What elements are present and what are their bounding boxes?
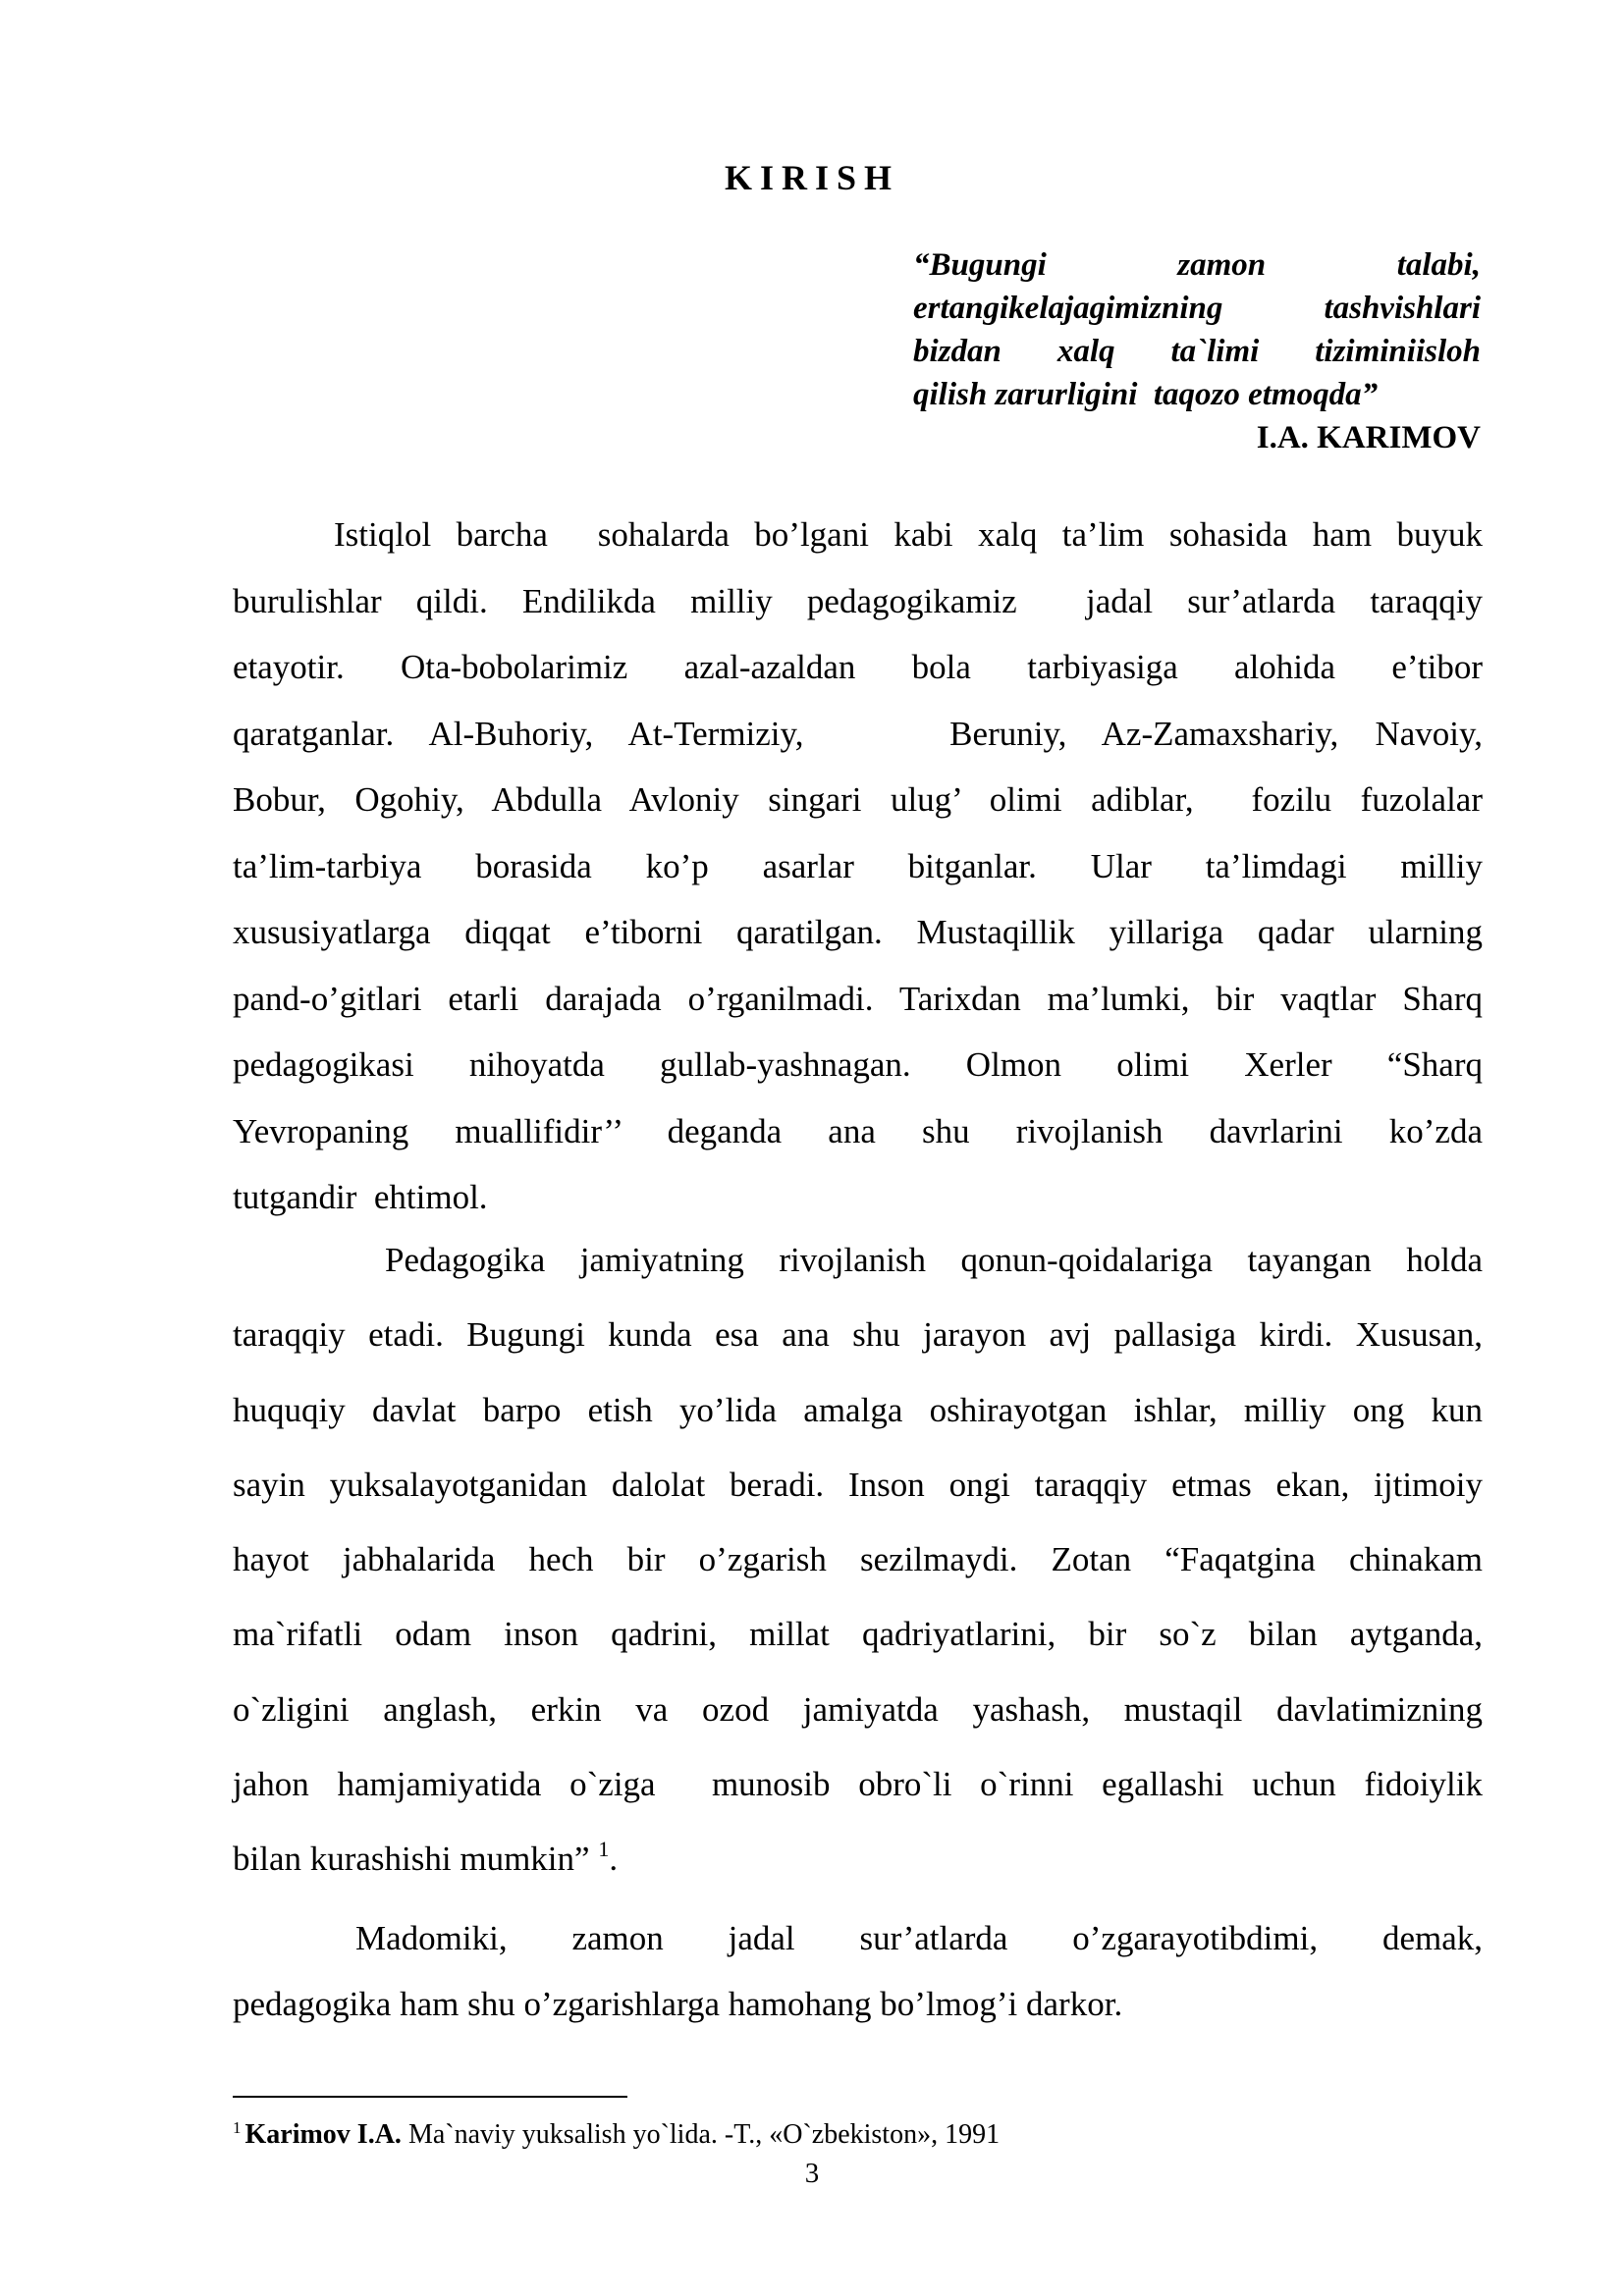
epigraph-word: tiziminiisloh (1315, 334, 1481, 369)
text-line: huquqiy davlat barpo etish yo’lida amalga oshirayotgan ishlar, milliy ong kun (233, 1390, 1483, 1429)
text-line: pedagogikasi nihoyatda gullab-yashnagan. Olmon olimi Xerler “Sharq (233, 1045, 1483, 1084)
text-line: Madomiki, zamon jadal sur’atlarda o’zgarayotibdimi, demak, (355, 1919, 1483, 1957)
epigraph (913, 243, 1481, 459)
epigraph-word: bizdan (913, 334, 1001, 369)
epigraph-word: ertangikelajagimizning (913, 291, 1223, 326)
footnote (233, 2110, 1483, 2153)
text-line: xususiyatlarga diqqat e’tiborni qaratilgan. Mustaqillik yillariga qadar ularning (233, 913, 1483, 951)
footnote-author: Karimov I.A. (244, 2119, 402, 2150)
paragraph-2 (233, 1223, 1483, 1897)
text-line: burulishlar qildi. Endilikda milliy pedagogikamiz jadal sur’atlarda taraqqiy (233, 581, 1483, 620)
epigraph-line (913, 243, 1481, 287)
text-line: ma`rifatli odam inson qadrini, millat qadriyatlarini, bir so`z bilan aytganda, (233, 1615, 1483, 1654)
text-line: Yevropaning muallifidir’’ deganda ana shu rivojlanish davrlarini ko’zda (233, 1111, 1483, 1150)
epigraph-word: “Bugungi (913, 247, 1047, 283)
footnote-reference[interactable]: 1 (598, 1837, 610, 1862)
text-line: taraqqiy etadi. Bugungi kunda esa ana shu jarayon avj pallasiga kirdi. Xususan, (233, 1315, 1483, 1355)
text-line: o`zligini anglash, erkin va ozod jamiyatda yashash, mustaqil davlatimizning (233, 1689, 1483, 1729)
epigraph-word: tashvishlari (1324, 291, 1481, 326)
text-line: pedagogika ham shu o’zgarishlarga hamohang bo’lmog’i darkor. (233, 1985, 1123, 2023)
text-line: ta’lim-tarbiya borasida ko’p asarlar bitganlar. Ular ta’limdagi milliy (233, 846, 1483, 885)
text-fragment: . (609, 1840, 619, 1879)
text-line: Istiqlol barcha sohalarda bo’lgani kabi xalq ta’lim sohasida ham buyuk (334, 515, 1483, 554)
epigraph-word: xalq (1056, 334, 1115, 369)
epigraph-author: I.A. KARIMOV (1256, 420, 1481, 455)
text-line: tutgandir ehtimol. (233, 1178, 488, 1216)
paragraph-3 (233, 1905, 1483, 2037)
footnote-text: Ma`naviy yuksalish yo`lida. -T., «O`zbekiston», 1991 (401, 2119, 1001, 2150)
text-fragment: bilan kurashishi mumkin” (233, 1840, 599, 1879)
text-line: hayot jabhalarida hech bir o’zgarish sezilmaydi. Zotan “Faqatgina chinakam (233, 1540, 1483, 1579)
epigraph-line (913, 287, 1481, 330)
epigraph-word: talabi, (1396, 247, 1481, 283)
epigraph-word: qilish zarurligini taqozo etmoqda” (913, 377, 1379, 412)
text-line-last (233, 1822, 1483, 1896)
footnote-separator (233, 2096, 627, 2098)
text-line: Bobur, Ogohiy, Abdulla Avloniy singari ulug’ olimi adiblar, fozilu fuzolalar (233, 780, 1483, 819)
epigraph-word: zamon (1177, 247, 1267, 283)
text-line: Pedagogika jamiyatning rivojlanish qonun-qoidalariga tayangan holda (385, 1241, 1483, 1279)
epigraph-line (913, 330, 1481, 373)
chapter-title: KIRISH (724, 158, 900, 197)
epigraph-word: ta`limi (1170, 334, 1260, 369)
text-line: jahon hamjamiyatida o`ziga munosib obro`li o`rinni egallashi uchun fidoiylik (233, 1765, 1483, 1804)
page-number: 3 (804, 2158, 820, 2189)
epigraph-line (913, 373, 1481, 416)
text-line: sayin yuksalayotganidan dalolat beradi. Inson ongi taraqqiy etmas ekan, ijtimoiy (233, 1465, 1483, 1504)
footnote-mark: 1 (233, 2118, 242, 2137)
paragraph-1 (233, 502, 1483, 1231)
text-line: qaratganlar. Al-Buhoriy, At-Termiziy, Beruniy, Az-Zamaxshariy, Navoiy, (233, 714, 1483, 753)
text-line: etayotir. Ota-bobolarimiz azal-azaldan bola tarbiyasiga alohida e’tibor (233, 648, 1483, 686)
text-line: pand-o’gitlari etarli darajada o’rganilmadi. Tarixdan ma’lumki, bir vaqtlar Sharq (233, 979, 1483, 1018)
